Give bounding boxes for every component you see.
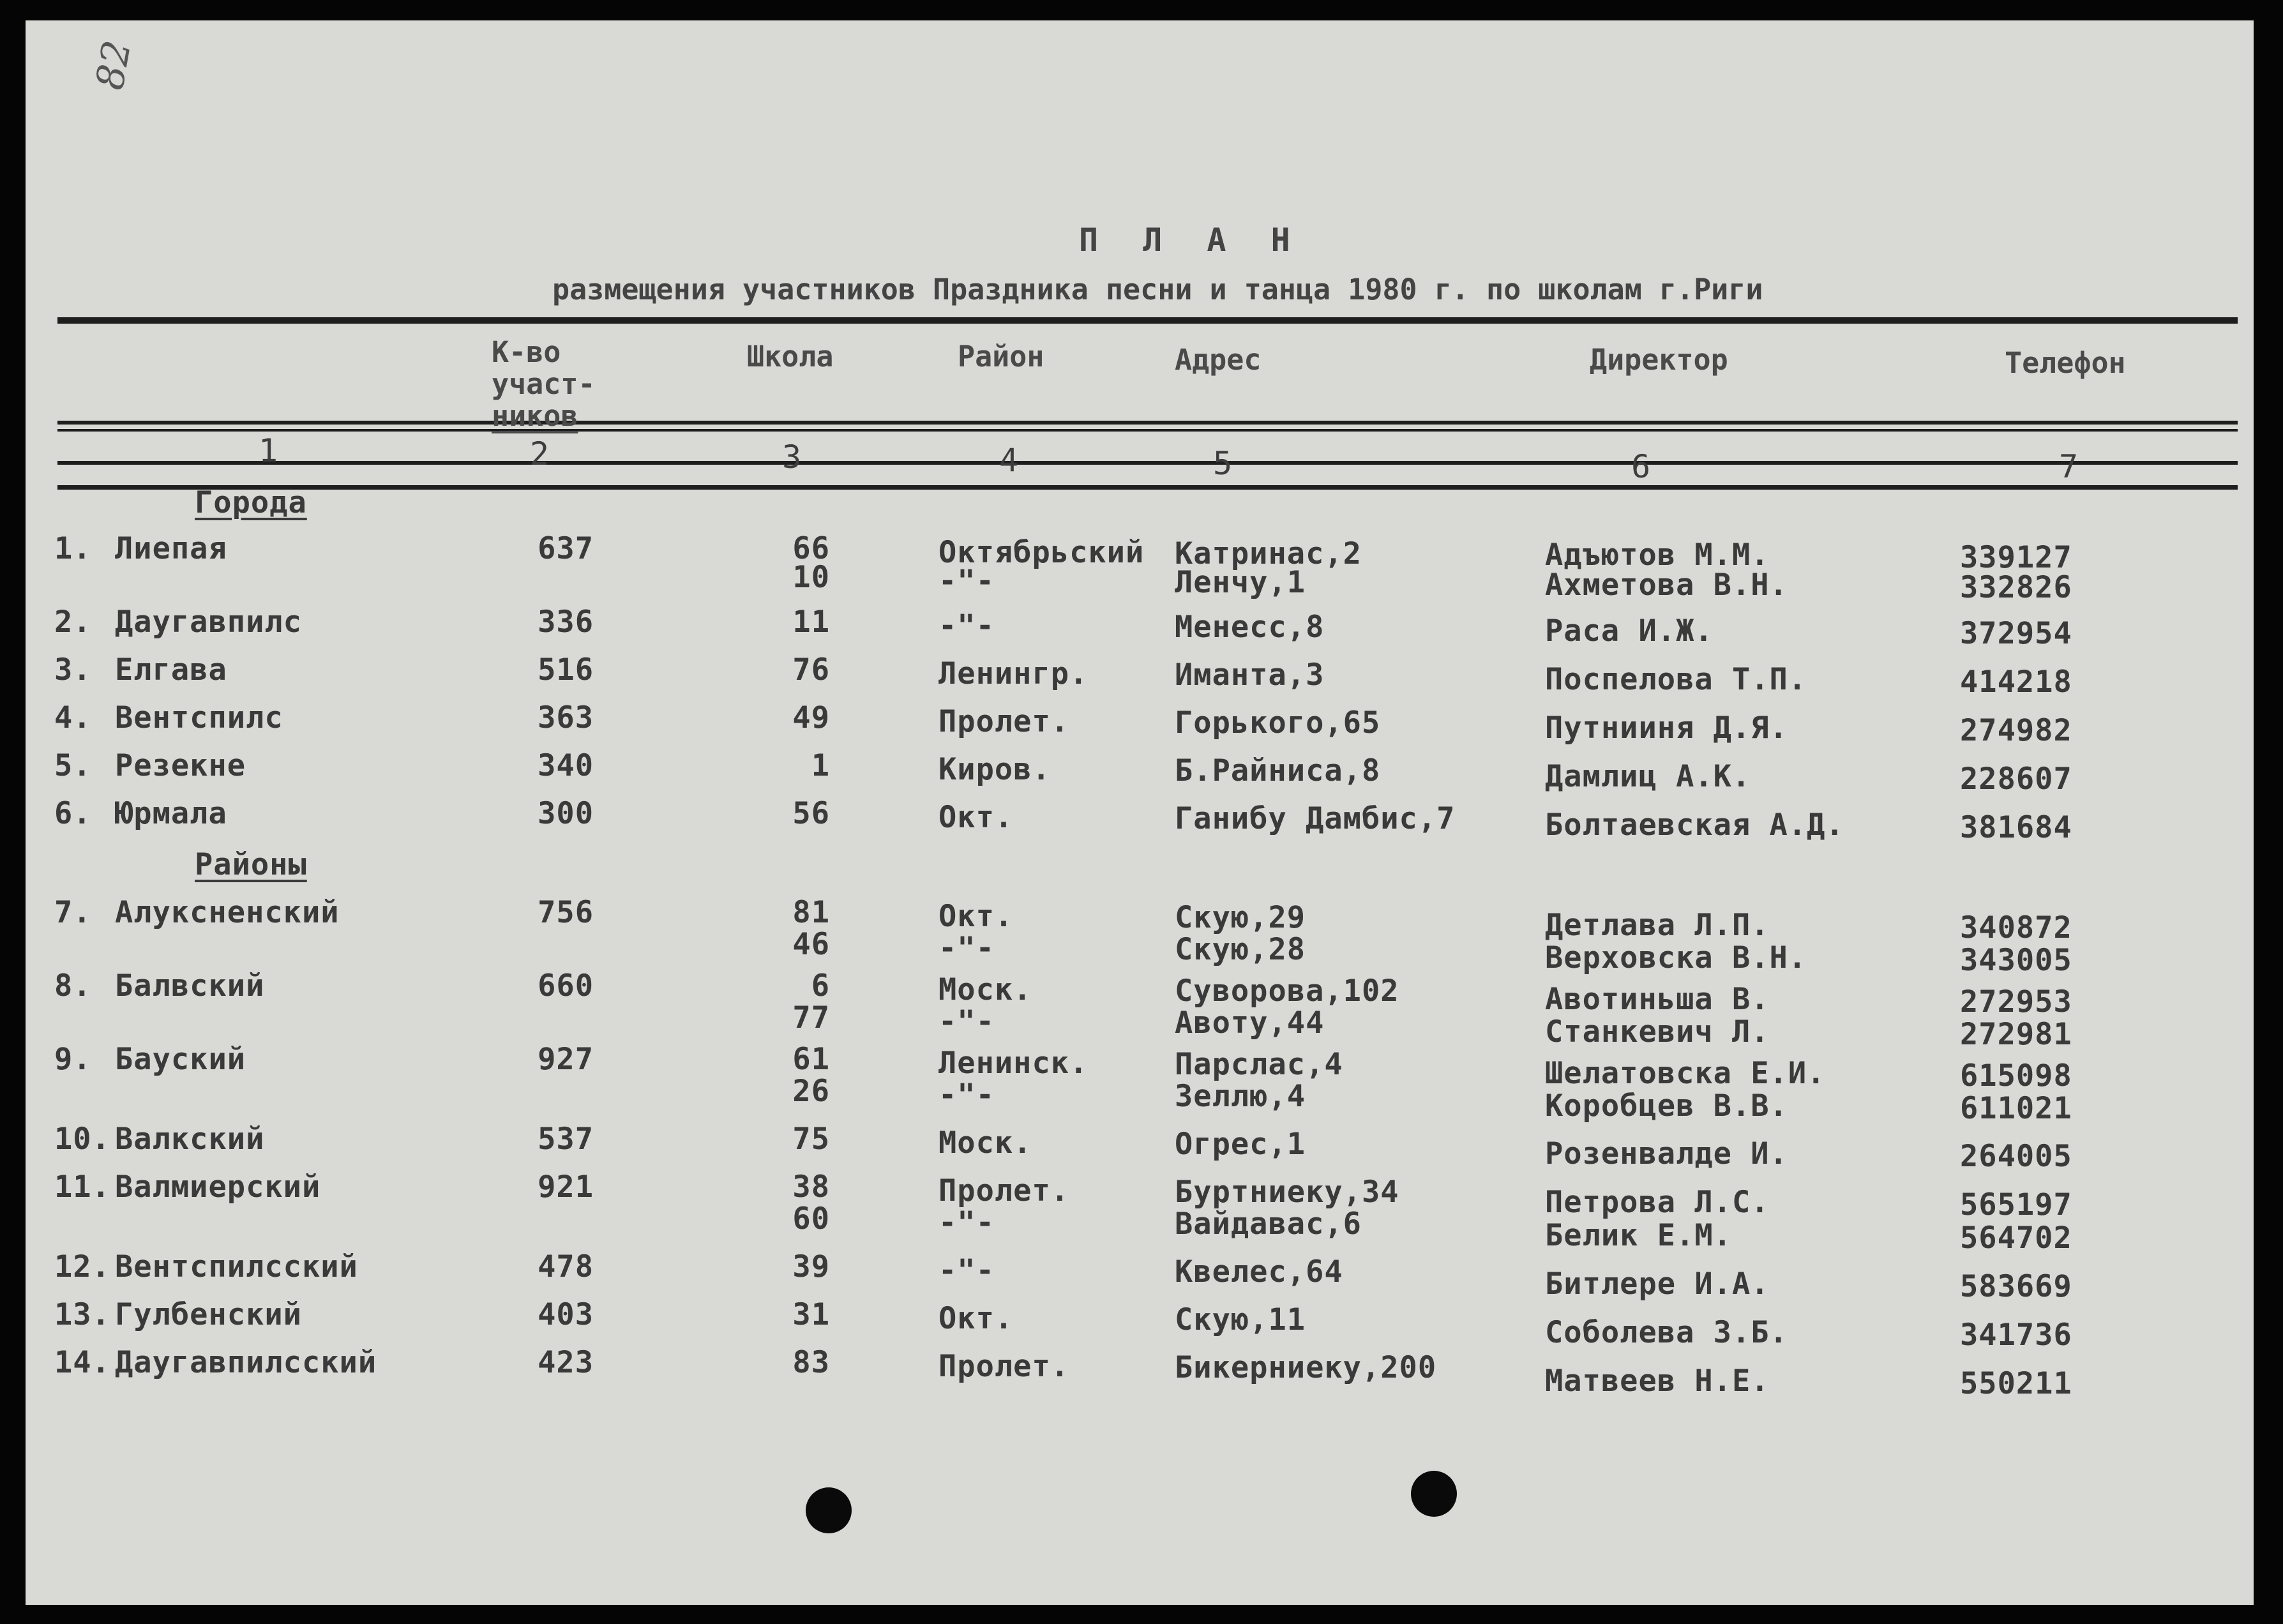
cell-phone: 341736 [1960, 1318, 2072, 1353]
cell-num: 7. [54, 895, 92, 930]
cell-school: 66 [792, 531, 830, 566]
cell-phone: 332826 [1960, 569, 2072, 605]
cell-address: Ленчу,1 [1175, 565, 1306, 600]
document-title: П Л А Н [1079, 222, 1303, 259]
cell-director: Битлере И.А. [1545, 1266, 1770, 1302]
cell-district: -"- [938, 1004, 995, 1039]
binder-hole [806, 1487, 852, 1533]
cell-district: Пролет. [938, 1349, 1070, 1384]
cell-district: -"- [938, 1253, 995, 1288]
cell-school: 26 [792, 1074, 830, 1109]
cell-num: 9. [54, 1042, 92, 1077]
cell-district: -"- [938, 1078, 995, 1113]
cell-district: Пролет. [938, 1173, 1070, 1208]
cell-qty: 403 [538, 1297, 594, 1332]
column-number: 6 [1631, 448, 1651, 485]
cell-qty: 340 [538, 748, 594, 783]
cell-num: 1. [54, 531, 92, 566]
cell-phone: 564702 [1960, 1220, 2072, 1256]
cell-director: Путнииня Д.Я. [1545, 710, 1788, 746]
cell-address: Скую,28 [1175, 932, 1306, 967]
header-school: Школа [747, 340, 834, 373]
cell-phone: 264005 [1960, 1139, 2072, 1175]
cell-director: Петрова Л.С. [1545, 1185, 1770, 1221]
cell-num: 14. [54, 1345, 110, 1380]
cell-address: Горького,65 [1175, 705, 1381, 741]
cell-director: Раса И.Ж. [1545, 613, 1714, 649]
cell-address: Бикерниеку,200 [1175, 1350, 1437, 1385]
cell-district: Ленинск. [938, 1046, 1089, 1081]
cell-qty: 756 [538, 895, 594, 930]
cell-num: 10. [54, 1122, 110, 1157]
cell-name: Валмиерский [115, 1169, 321, 1205]
cell-director: Шелатовска Е.И. [1545, 1056, 1826, 1091]
cell-name: Алуксненский [115, 895, 340, 930]
header-phone: Телефон [2005, 346, 2126, 380]
cell-phone: 611021 [1960, 1091, 2072, 1127]
document-page [26, 20, 2254, 1605]
section-heading-districts: Районы [195, 847, 307, 882]
cell-address: Квелес,64 [1175, 1254, 1343, 1289]
column-number: 7 [2059, 448, 2079, 485]
cell-school: 83 [792, 1345, 830, 1380]
cell-director: Дамлиц А.К. [1545, 759, 1751, 795]
cell-director: Розенвалде И. [1545, 1136, 1788, 1172]
cell-phone: 414218 [1960, 664, 2072, 700]
cell-name: Лиепая [115, 531, 227, 566]
cell-address: Скую,29 [1175, 900, 1306, 935]
cell-phone: 340872 [1960, 910, 2072, 945]
cell-school: 1 [811, 748, 830, 783]
cell-name: Юрмала [115, 796, 227, 831]
column-number-rule [57, 461, 2238, 465]
header-district: Район [958, 340, 1044, 373]
cell-director: Адъютов М.М. [1545, 538, 1770, 573]
cell-address: Менесс,8 [1175, 610, 1325, 645]
cell-qty: 927 [538, 1042, 594, 1077]
cell-phone: 228607 [1960, 762, 2072, 797]
header-qty: К-во участ- ников [492, 335, 596, 433]
cell-district: -"- [938, 931, 995, 966]
cell-director: Авотиньша В. [1545, 981, 1770, 1017]
cell-num: 13. [54, 1297, 110, 1332]
cell-qty: 336 [538, 605, 594, 640]
cell-name: Елгава [115, 652, 227, 688]
cell-qty: 660 [538, 968, 594, 1004]
cell-num: 2. [54, 605, 92, 640]
cell-school: 61 [792, 1042, 830, 1077]
cell-address: Буртниеку,34 [1175, 1175, 1399, 1210]
cell-name: Балвский [115, 968, 265, 1004]
cell-phone: 343005 [1960, 942, 2072, 978]
cell-district: Пролет. [938, 704, 1070, 739]
cell-school: 38 [792, 1169, 830, 1205]
cell-district: Окт. [938, 800, 1014, 835]
cell-address: Авоту,44 [1175, 1005, 1325, 1041]
column-number-rule-bottom [57, 485, 2238, 490]
column-number: 5 [1213, 445, 1233, 482]
cell-phone: 274982 [1960, 713, 2072, 748]
cell-name: Вентспилс [115, 700, 283, 735]
cell-director: Коробцев В.В. [1545, 1088, 1788, 1124]
cell-address: Б.Райниса,8 [1175, 753, 1381, 788]
cell-district: -"- [938, 564, 995, 599]
cell-school: 81 [792, 895, 830, 930]
cell-qty: 363 [538, 700, 594, 735]
cell-num: 3. [54, 652, 92, 688]
binder-hole [1411, 1471, 1457, 1517]
cell-qty: 921 [538, 1169, 594, 1205]
cell-num: 11. [54, 1169, 110, 1205]
cell-director: Верховска В.Н. [1545, 940, 1807, 975]
cell-num: 5. [54, 748, 92, 783]
header-rule [57, 421, 2238, 425]
cell-address: Вайдавас,6 [1175, 1207, 1362, 1242]
cell-address: Зеллю,4 [1175, 1079, 1306, 1114]
column-number: 2 [530, 435, 550, 472]
cell-school: 10 [792, 560, 830, 595]
cell-school: 76 [792, 652, 830, 688]
column-number: 3 [782, 439, 802, 476]
cell-phone: 550211 [1960, 1366, 2072, 1402]
column-number: 1 [259, 432, 278, 469]
cell-qty: 516 [538, 652, 594, 688]
cell-name: Резекне [115, 748, 246, 783]
cell-phone: 272953 [1960, 984, 2072, 1019]
cell-district: Моск. [938, 1125, 1032, 1161]
cell-name: Бауский [115, 1042, 246, 1077]
cell-district: Октябрьский [938, 535, 1145, 570]
cell-school: 6 [811, 968, 830, 1004]
cell-director: Детлава Л.П. [1545, 907, 1770, 943]
section-heading-cities: Города [195, 485, 307, 520]
cell-director: Ахметова В.Н. [1545, 567, 1788, 603]
cell-school: 31 [792, 1297, 830, 1332]
cell-school: 56 [792, 796, 830, 831]
table-top-rule [57, 317, 2238, 324]
cell-name: Гулбенский [115, 1297, 302, 1332]
header-address: Адрес [1175, 343, 1262, 377]
cell-director: Матвеев Н.Е. [1545, 1364, 1770, 1399]
cell-name: Валкский [115, 1122, 265, 1157]
archive-page-number: 82 [87, 37, 140, 93]
cell-num: 6. [54, 796, 92, 831]
cell-phone: 583669 [1960, 1268, 2072, 1304]
cell-qty: 423 [538, 1345, 594, 1380]
cell-district: Моск. [938, 972, 1032, 1007]
cell-phone: 339127 [1960, 540, 2072, 575]
cell-school: 60 [792, 1201, 830, 1237]
cell-district: Ленингр. [938, 656, 1089, 691]
cell-director: Станкевич Л. [1545, 1014, 1770, 1049]
cell-school: 75 [792, 1122, 830, 1157]
cell-phone: 565197 [1960, 1187, 2072, 1223]
cell-school: 11 [792, 605, 830, 640]
cell-phone: 272981 [1960, 1017, 2072, 1052]
cell-school: 49 [792, 700, 830, 735]
cell-phone: 615098 [1960, 1058, 2072, 1094]
cell-name: Даугавпилс [115, 605, 302, 640]
cell-name: Даугавпилсский [115, 1345, 377, 1380]
cell-district: -"- [938, 1205, 995, 1240]
header-director: Директор [1590, 343, 1728, 377]
cell-school: 77 [792, 1000, 830, 1035]
cell-address: Катринас,2 [1175, 536, 1362, 571]
cell-school: 39 [792, 1249, 830, 1284]
document-subtitle: размещения участников Праздника песни и танца 1980 г. по школам г.Риги [552, 273, 1763, 306]
column-number: 4 [999, 442, 1019, 479]
cell-qty: 300 [538, 796, 594, 831]
header-rule-thin [57, 429, 2238, 432]
cell-num: 8. [54, 968, 92, 1004]
cell-num: 4. [54, 700, 92, 735]
cell-director: Белик Е.М. [1545, 1217, 1732, 1253]
cell-district: Киров. [938, 752, 1051, 787]
cell-address: Скую,11 [1175, 1302, 1306, 1337]
cell-district: -"- [938, 608, 995, 643]
cell-address: Огрес,1 [1175, 1127, 1306, 1162]
cell-name: Вентспилсский [115, 1249, 358, 1284]
cell-director: Поспелова Т.П. [1545, 661, 1807, 697]
cell-qty: 537 [538, 1122, 594, 1157]
cell-school: 46 [792, 927, 830, 962]
cell-address: Ганибу Дамбис,7 [1175, 801, 1456, 836]
cell-address: Парслас,4 [1175, 1047, 1343, 1082]
cell-district: Окт. [938, 899, 1014, 934]
cell-qty: 637 [538, 531, 594, 566]
cell-address: Суворова,102 [1175, 974, 1399, 1009]
cell-director: Болтаевская А.Д. [1545, 808, 1844, 843]
cell-phone: 381684 [1960, 810, 2072, 846]
cell-phone: 372954 [1960, 615, 2072, 651]
cell-director: Соболева З.Б. [1545, 1315, 1788, 1350]
cell-address: Иманта,3 [1175, 658, 1325, 693]
cell-qty: 478 [538, 1249, 594, 1284]
cell-num: 12. [54, 1249, 110, 1284]
cell-district: Окт. [938, 1301, 1014, 1336]
